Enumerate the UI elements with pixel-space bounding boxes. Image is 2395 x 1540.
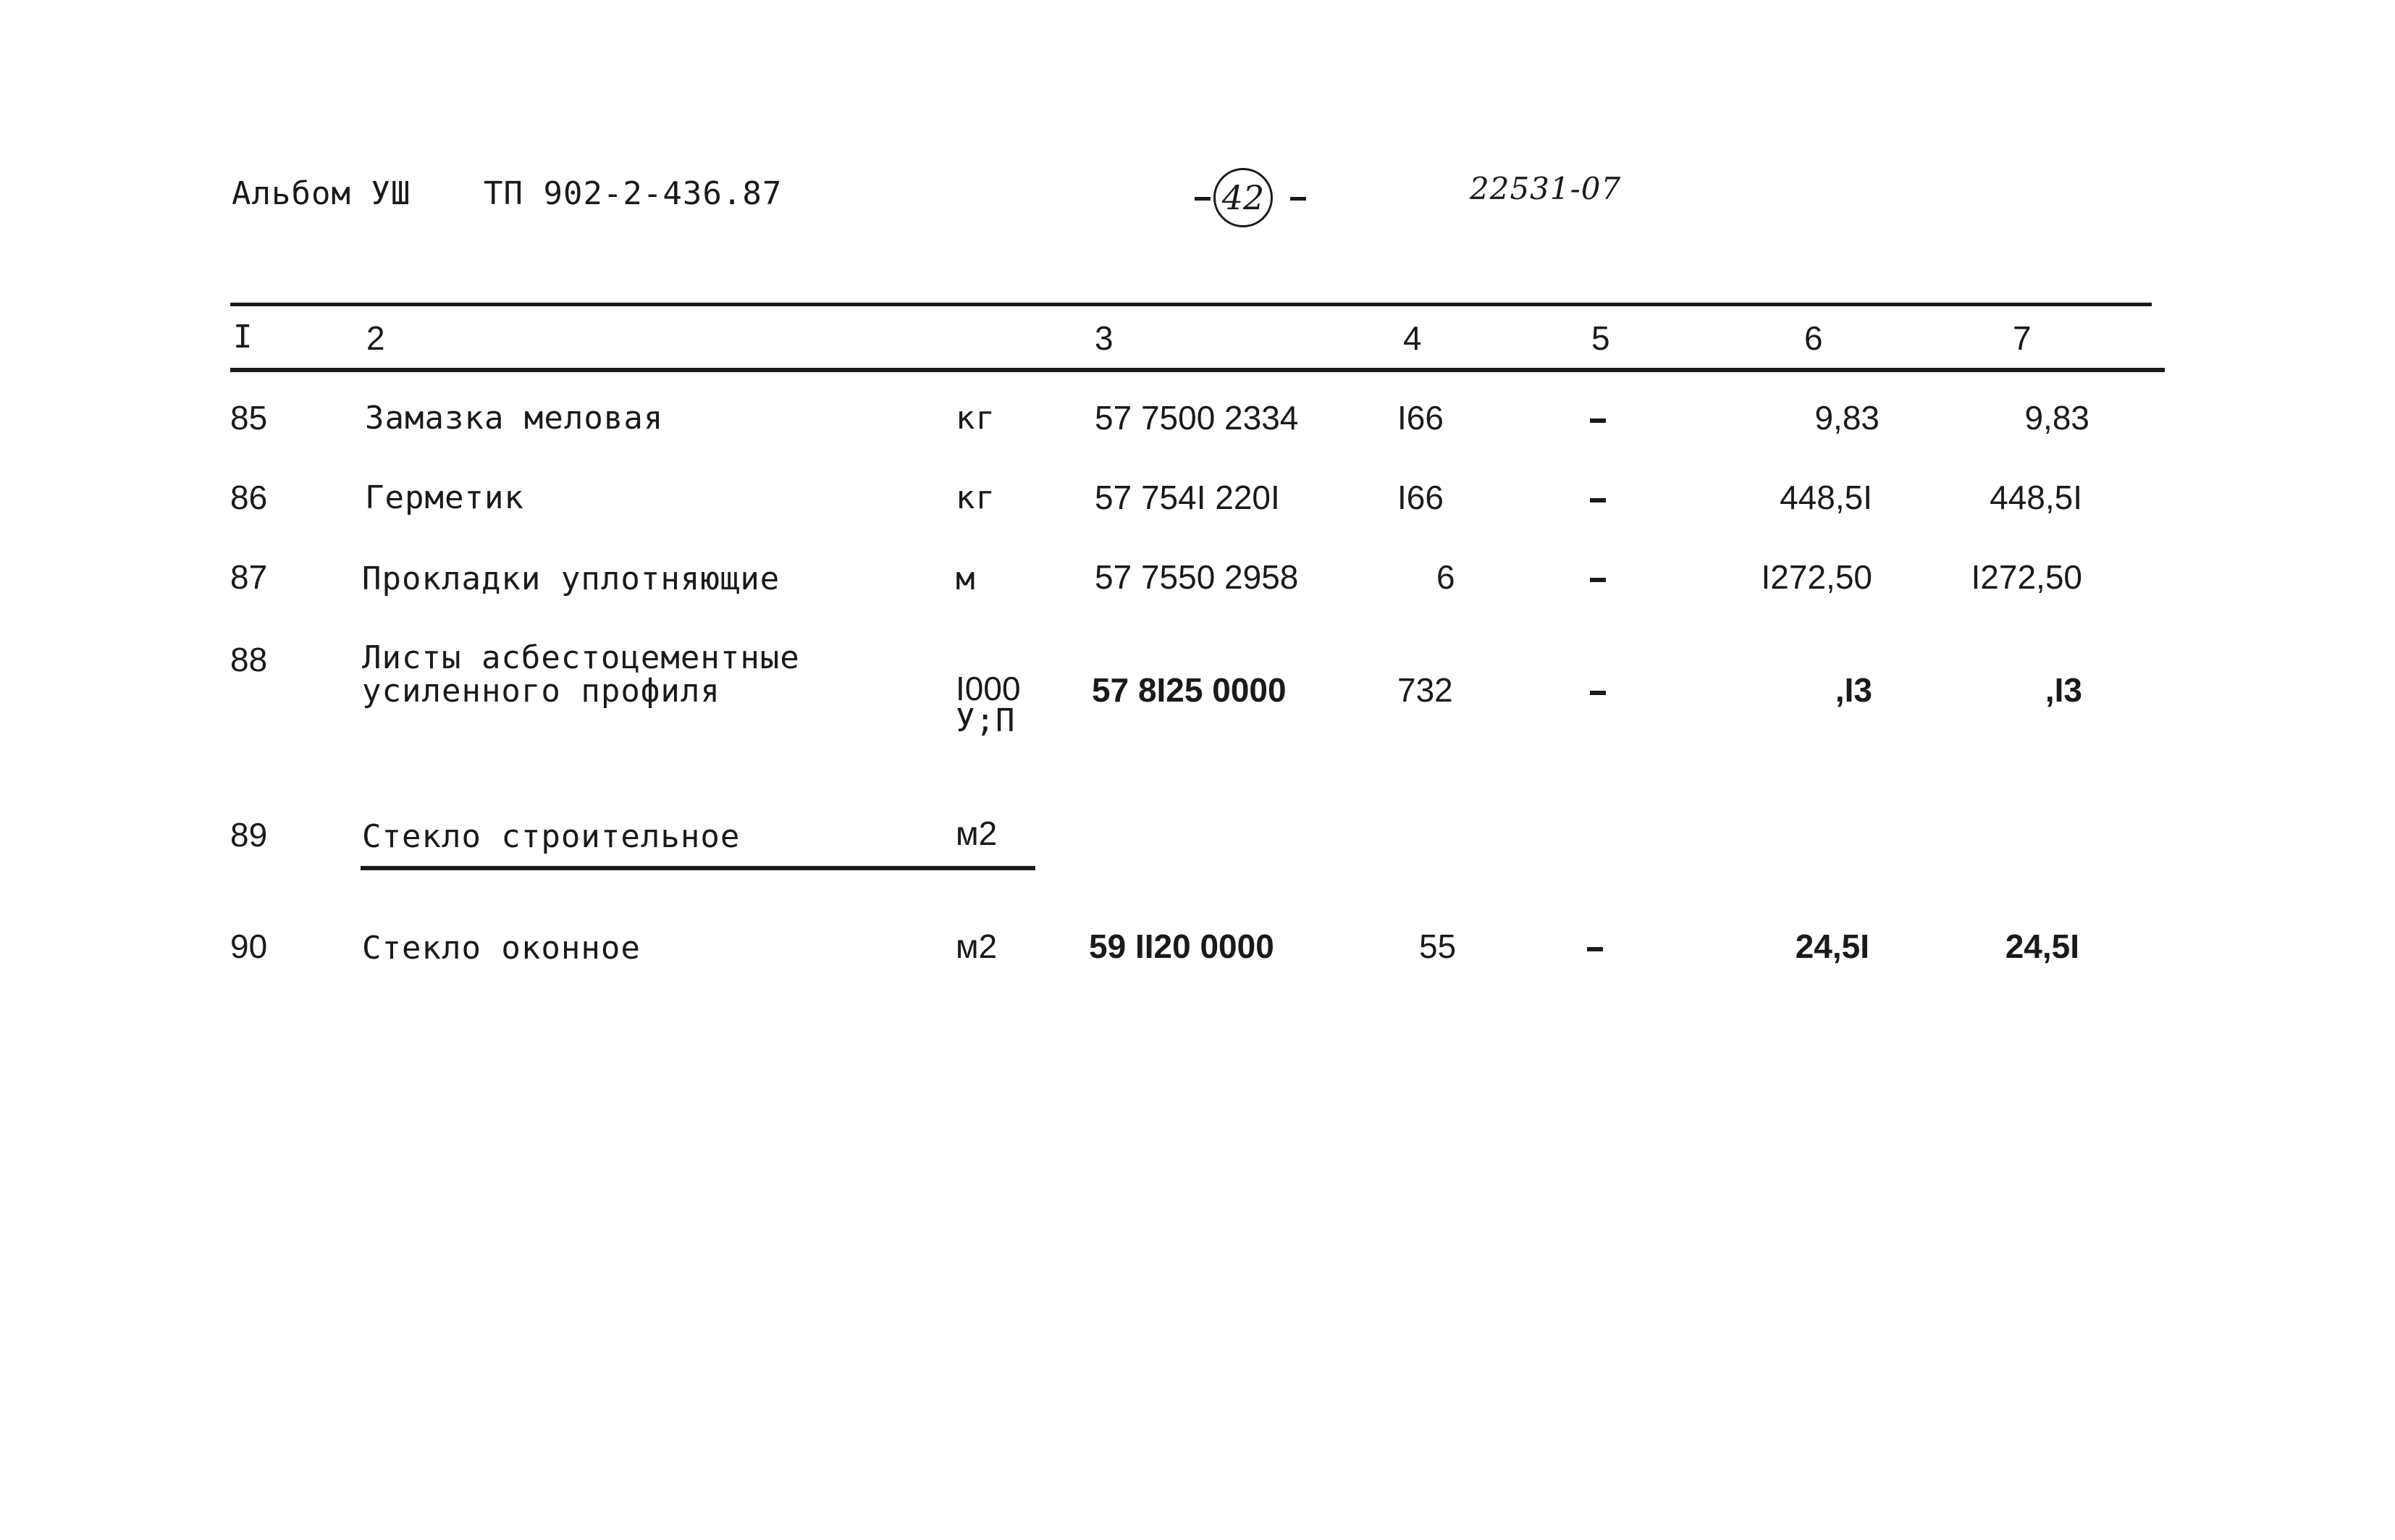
album-label: Альбом УШ <box>232 175 411 212</box>
quantity-col4: 55 <box>1419 927 1457 965</box>
item-name: Герметик <box>365 479 524 516</box>
item-code: 57 754I 220I <box>1095 479 1280 516</box>
row-number: 90 <box>230 927 268 965</box>
item-code: 57 8I25 0000 <box>1092 671 1287 709</box>
row-number: 88 <box>230 641 268 678</box>
item-name-line-1: Листы асбестоцементные <box>362 639 800 676</box>
value-col7: ,I3 <box>2045 671 2082 709</box>
row-number: 89 <box>230 816 268 854</box>
value-col6: 24,5I <box>1795 927 1869 965</box>
row-number: 87 <box>230 558 268 596</box>
table-top-rule <box>230 303 2152 306</box>
quantity-col4: I66 <box>1397 479 1444 516</box>
value-col6: I272,50 <box>1761 558 1872 596</box>
page-number: 42 <box>1213 168 1273 227</box>
empty-col5-dash <box>1590 498 1606 502</box>
value-col6: ,I3 <box>1835 671 1872 709</box>
empty-col5-dash <box>1587 947 1603 951</box>
empty-col5-dash <box>1590 418 1606 423</box>
unit: м2 <box>956 927 998 965</box>
unit: кг <box>956 479 996 516</box>
quantity-col4: 6 <box>1436 558 1455 596</box>
value-col7: 9,83 <box>2024 399 2089 437</box>
value-col7: 24,5I <box>2005 927 2079 965</box>
unit: м <box>956 560 976 597</box>
quantity-col4: 732 <box>1397 671 1453 709</box>
item-code: 57 7550 2958 <box>1095 558 1299 596</box>
row-89-underline <box>361 866 1035 870</box>
column-header-7: 7 <box>2013 319 2032 357</box>
empty-col5-dash <box>1590 578 1606 582</box>
unit-line-1: I000 <box>956 670 1021 707</box>
item-name: Прокладки уплотняющие <box>362 560 780 597</box>
column-header-6: 6 <box>1804 319 1823 357</box>
value-col7: I272,50 <box>1971 558 2082 596</box>
item-code: 59 II20 0000 <box>1089 927 1274 965</box>
page-number-left-dash <box>1195 197 1211 201</box>
column-header-4: 4 <box>1403 319 1422 357</box>
item-name: Замазка меловая <box>365 400 664 437</box>
unit-line-2: У;П <box>956 702 1016 739</box>
item-name: Стекло строительное <box>362 818 741 855</box>
row-number: 85 <box>230 399 268 437</box>
item-name-line-2: усиленного профиля <box>362 673 720 710</box>
column-header-2: 2 <box>366 319 385 357</box>
empty-col5-dash <box>1590 691 1606 695</box>
row-number: 86 <box>230 479 268 516</box>
value-col6: 448,5I <box>1780 479 1872 516</box>
document-code: 22531-07 <box>1470 171 1622 206</box>
column-header-1: I <box>233 319 253 355</box>
project-code: ТП 902-2-436.87 <box>484 175 783 212</box>
column-header-3: 3 <box>1095 319 1114 357</box>
page-number-right-dash <box>1290 197 1306 201</box>
unit: м2 <box>956 815 998 852</box>
unit: кг <box>956 400 996 437</box>
item-code: 57 7500 2334 <box>1095 399 1299 437</box>
table-header-rule <box>230 368 2165 372</box>
item-name: Стекло оконное <box>362 930 641 967</box>
column-header-5: 5 <box>1591 319 1610 357</box>
quantity-col4: I66 <box>1397 399 1444 437</box>
value-col7: 448,5I <box>1990 479 2082 516</box>
value-col6: 9,83 <box>1814 399 1880 437</box>
